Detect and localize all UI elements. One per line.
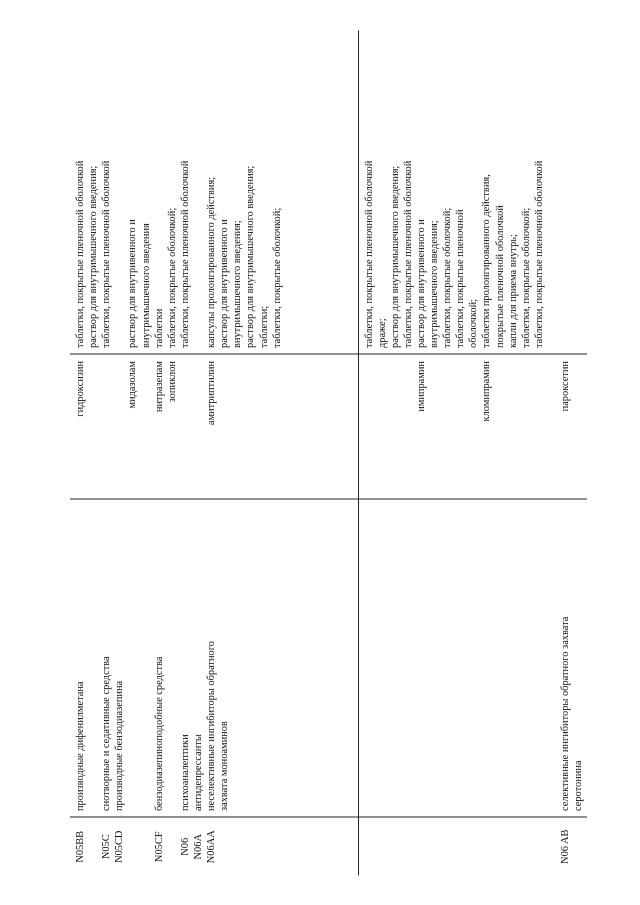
cell-line: пароксетин	[559, 360, 571, 411]
cell-line: драже;	[376, 317, 388, 348]
cell-line: таблетки, покрытые пленочной оболочкой	[75, 160, 86, 348]
cell-line: раствор для внутривенного и	[127, 218, 139, 348]
cell-line	[100, 361, 113, 493]
cell-line: оболочкой;	[468, 298, 480, 348]
cell-line: капли для приема внутрь;	[507, 233, 519, 348]
cell-line	[126, 506, 139, 811]
cell-line	[113, 36, 126, 348]
anatomical-group-cell	[358, 499, 587, 817]
cell-line	[192, 36, 205, 348]
cell-line: таблетки пролонгированного действия,	[481, 173, 493, 348]
cell-line	[428, 506, 441, 811]
cell-line	[87, 824, 100, 870]
drug-name-cell	[358, 354, 587, 499]
cell-line: таблетки, покрытые пленочной оболочкой	[402, 160, 414, 348]
cell-line	[113, 361, 126, 493]
cell-line: амитриптилин	[206, 360, 217, 425]
cell-line: гидроксизин	[75, 360, 86, 417]
cell-line: N05CD	[114, 830, 126, 863]
cell-line	[480, 506, 493, 811]
cell-line: N06	[179, 837, 191, 856]
cell-line: внутримышечного введения;	[232, 219, 244, 348]
cell-line	[389, 506, 402, 811]
cell-line: раствор для внутримышечного введения;	[88, 165, 100, 348]
cell-line	[140, 361, 153, 493]
cell-line: производные бензодиазепина	[114, 680, 126, 811]
cell-line: антидепрессанты	[192, 733, 204, 811]
cell-line: имипрамин	[415, 360, 427, 412]
cell-line	[179, 361, 192, 493]
cell-line	[533, 361, 546, 493]
cell-line	[454, 506, 467, 811]
cell-line: капсулы пролонгированного действия;	[206, 176, 218, 348]
cell-line: серотонина	[573, 760, 585, 811]
cell-line: таблетки;	[258, 305, 270, 348]
atc-code-cell	[358, 817, 587, 875]
cell-line: неселективные ингибиторы обратного	[206, 640, 218, 811]
cell-line: производные дифенилметана	[75, 680, 86, 811]
cell-line	[520, 361, 533, 493]
cell-line	[520, 824, 533, 870]
cell-line	[480, 824, 493, 870]
cell-line: таблетки	[153, 308, 165, 348]
cell-line: внутримышечного введения	[140, 222, 152, 348]
cell-line	[415, 824, 428, 870]
cell-line	[166, 824, 179, 870]
cell-line: нитразепам	[153, 360, 165, 412]
cell-line: таблетки, покрытые оболочкой;	[166, 207, 178, 348]
cell-line	[389, 824, 402, 870]
drug-list-table	[70, 30, 587, 875]
cell-line: N06 AB	[559, 829, 571, 864]
dosage-form-cell	[70, 30, 358, 354]
cell-line: таблетки, покрытые оболочкой;	[271, 207, 283, 348]
cell-line	[507, 506, 520, 811]
cell-line: психоаналептики	[179, 733, 191, 811]
cell-line: таблетки, покрытые оболочкой;	[442, 207, 454, 348]
cell-line	[363, 506, 376, 811]
cell-line: селективные ингибиторы обратного захвата	[559, 616, 571, 811]
cell-line	[389, 361, 402, 493]
cell-line: N05C	[101, 833, 113, 859]
cell-line: раствор для внутривенного и	[415, 218, 427, 348]
cell-line	[402, 361, 415, 493]
cell-line: таблетки, покрытые пленочной оболочкой	[363, 160, 375, 348]
cell-line	[376, 824, 389, 870]
cell-line: захвата моноаминов	[219, 720, 231, 811]
cell-line	[467, 824, 480, 870]
cell-line: раствор для внутривенного и	[219, 218, 231, 348]
cell-line	[454, 361, 467, 493]
cell-line	[363, 361, 376, 493]
cell-line: покрытые пленочной оболочкой	[494, 204, 506, 348]
rotated-page	[70, 30, 585, 875]
cell-line	[87, 361, 100, 493]
cell-line	[546, 506, 559, 811]
cell-line	[428, 361, 441, 493]
cell-line	[533, 506, 546, 811]
cell-line: таблетки, покрытые оболочкой;	[520, 207, 532, 348]
cell-line	[166, 506, 179, 811]
cell-line: таблетки, покрытые пленочной	[455, 208, 467, 348]
atc-code-cell	[70, 817, 358, 875]
cell-line	[493, 506, 506, 811]
cell-line	[441, 824, 454, 870]
cell-line	[546, 361, 559, 493]
cell-line	[507, 824, 520, 870]
cell-line	[376, 361, 389, 493]
cell-line	[402, 824, 415, 870]
cell-line: снотворные и седативные средства	[101, 655, 113, 811]
cell-line: таблетки, покрытые пленочной оболочкой	[179, 160, 191, 348]
cell-line	[467, 361, 480, 493]
cell-line: бензодиазепиноподобные средства	[153, 656, 165, 811]
cell-line	[402, 506, 415, 811]
cell-line: мидазолам	[127, 360, 139, 409]
cell-line: таблетки, покрытые пленочной оболочкой	[533, 160, 545, 348]
cell-line: N05CF	[153, 830, 165, 862]
cell-line	[520, 506, 533, 811]
cell-line	[454, 824, 467, 870]
cell-line	[546, 824, 559, 870]
cell-line	[140, 824, 153, 870]
cell-line	[87, 506, 100, 811]
cell-line	[441, 506, 454, 811]
cell-line: N06AA	[206, 829, 218, 863]
cell-line: кломипрамин	[481, 360, 493, 421]
anatomical-group-cell	[70, 499, 358, 817]
cell-line: зопиклон	[166, 360, 178, 402]
cell-line: N05BB	[75, 830, 86, 863]
dosage-form-cell	[358, 30, 587, 354]
cell-line	[376, 506, 389, 811]
drug-name-cell	[70, 354, 358, 499]
cell-line	[192, 361, 205, 493]
cell-line: раствор для внутримышечного введения;	[389, 165, 401, 348]
cell-line: раствор для внутримышечного введения;	[245, 165, 257, 348]
cell-line	[415, 506, 428, 811]
cell-line: таблетки, покрытые пленочной оболочкой	[101, 160, 113, 348]
cell-line	[363, 824, 376, 870]
cell-line: N06A	[192, 833, 204, 859]
cell-line: внутримышечного введения;	[429, 219, 441, 348]
cell-line	[441, 361, 454, 493]
cell-line	[140, 506, 153, 811]
cell-line	[126, 824, 139, 870]
cell-line	[533, 824, 546, 870]
table-row	[358, 30, 587, 875]
cell-line	[467, 506, 480, 811]
cell-line	[428, 824, 441, 870]
cell-line	[507, 361, 520, 493]
cell-line	[493, 361, 506, 493]
cell-line	[493, 824, 506, 870]
table-row	[70, 30, 358, 875]
